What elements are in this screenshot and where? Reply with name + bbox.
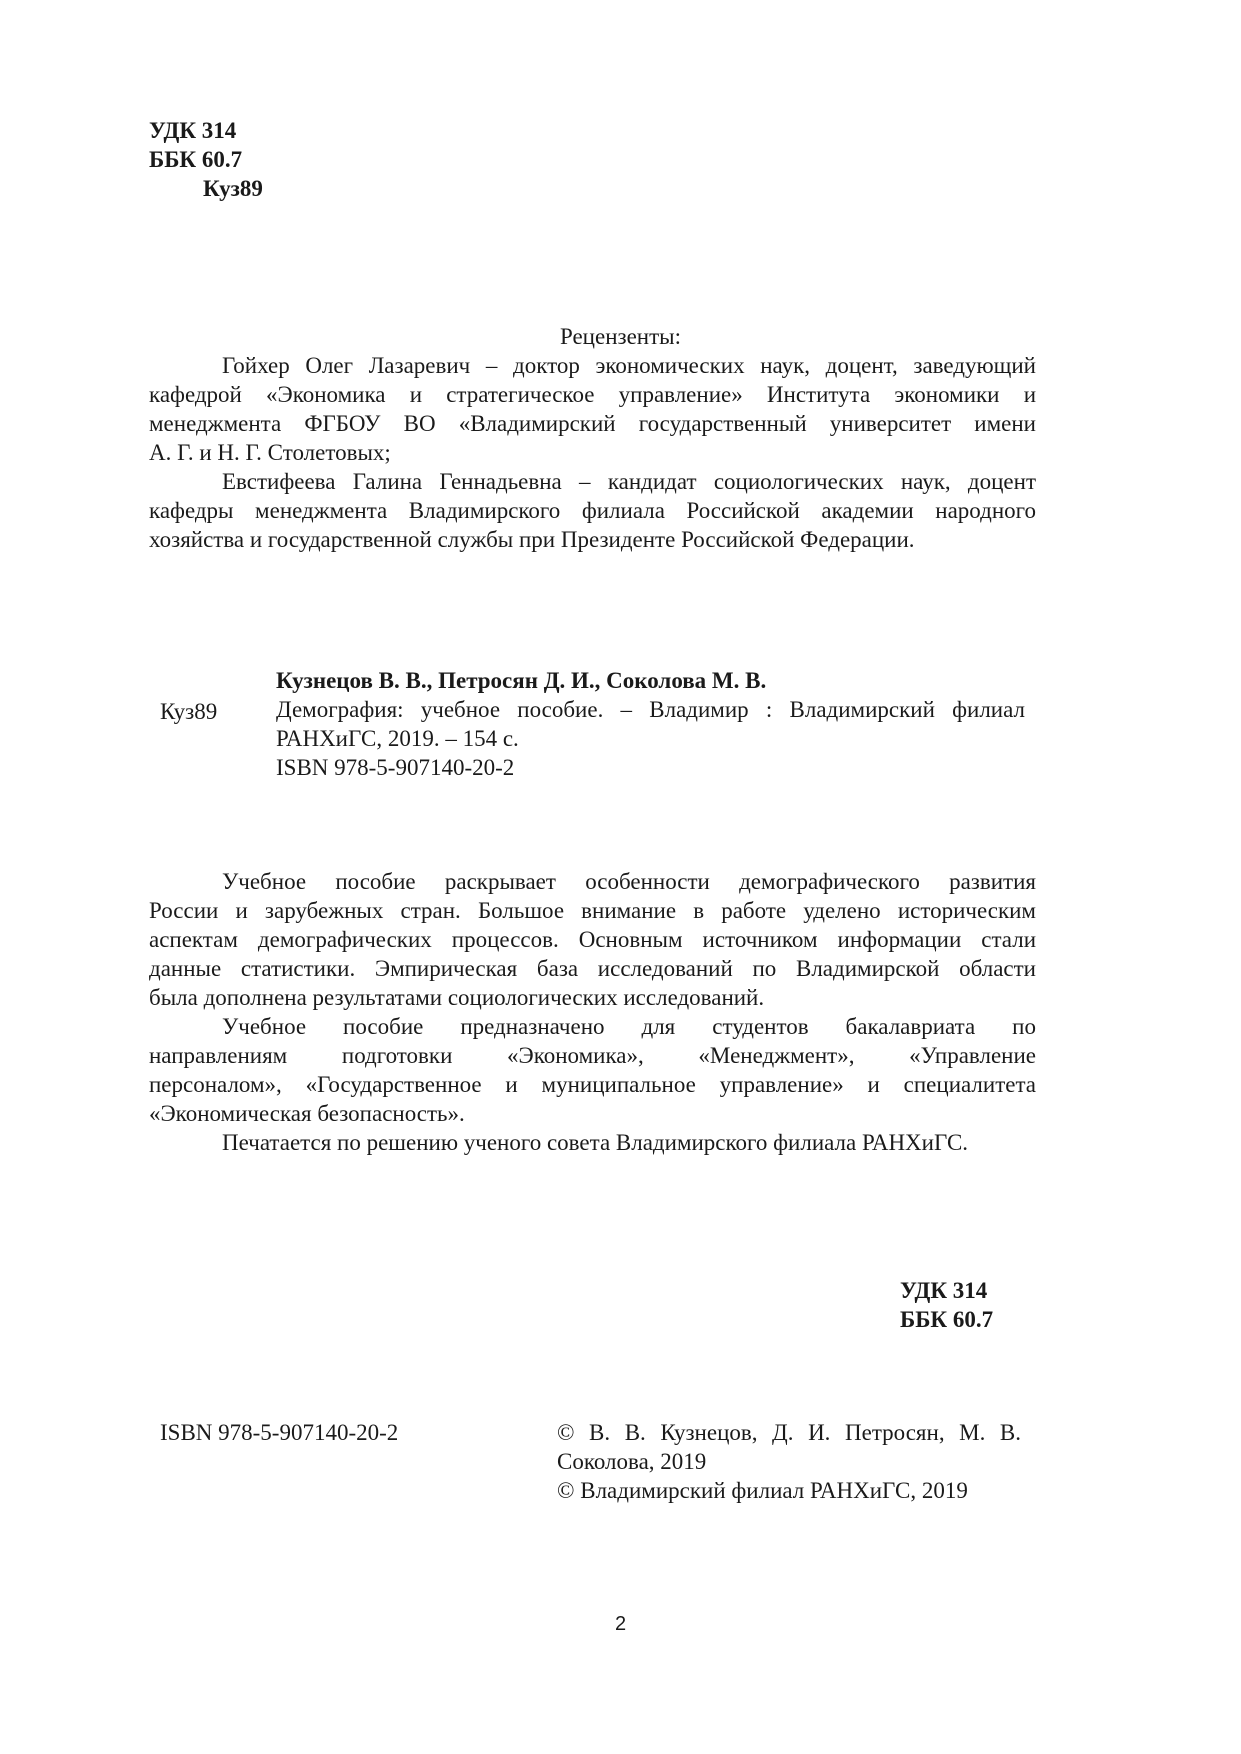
reviewers-title: Рецензенты: [559, 324, 682, 349]
bibliographic-record [276, 666, 1025, 782]
bbk-code: ББК 60.7 [149, 147, 243, 172]
annotation-paragraph-1 [149, 867, 1036, 1012]
page-number: 2 [614, 1613, 627, 1635]
biblio-code: Куз89 [160, 699, 218, 724]
bottom-bbk-code: ББК 60.7 [900, 1307, 994, 1332]
udk-code: УДК 314 [149, 118, 237, 143]
annotation-line: направлениям подготовки «Экономика», «Менеджмент», «Управление [149, 1043, 1036, 1068]
reviewer-2-line: хозяйства и государственной службы при Президенте Российской Федерации. [149, 527, 915, 552]
reviewer-2 [149, 467, 1036, 554]
annotation-line: персоналом», «Государственное и муниципальное управление» и специалитета [149, 1072, 1036, 1097]
biblio-description-line: Демография: учебное пособие. – Владимир : Владимирский филиал [276, 697, 1025, 722]
reviewer-1-line: менеджмента ФГБОУ ВО «Владимирский государственный университет имени [149, 411, 1036, 436]
classification-block [149, 116, 263, 203]
bottom-udk-code: УДК 314 [900, 1278, 988, 1303]
annotation-line: была дополнена результатами социологических исследований. [149, 985, 765, 1010]
biblio-description-line: РАНХиГС, 2019. – 154 с. [276, 726, 519, 751]
reviewer-2-line: кафедры менеджмента Владимирского филиала Российской академии народного [149, 498, 1036, 523]
reviewer-1-line: А. Г. и Н. Г. Столетовых; [149, 440, 391, 465]
footer-isbn: ISBN 978-5-907140-20-2 [160, 1420, 399, 1445]
reviewer-1-line: Гойхер Олег Лазаревич – доктор экономических наук, доцент, заведующий [222, 353, 1036, 378]
biblio-isbn: ISBN 978-5-907140-20-2 [276, 755, 515, 780]
copyright-line: © В. В. Кузнецов, Д. И. Петросян, М. В. [557, 1420, 1021, 1445]
annotation-line: Учебное пособие раскрывает особенности демографического развития [222, 869, 1036, 894]
reviewer-1-line: кафедрой «Экономика и стратегическое управление» Института экономики и [149, 382, 1036, 407]
annotation-line: аспектам демографических процессов. Основным источником информации стали [149, 927, 1036, 952]
reviewer-2-line: Евстифеева Галина Геннадьевна – кандидат социологических наук, доцент [222, 469, 1036, 494]
author-mark: Куз89 [203, 176, 263, 201]
copyright-line: © Владимирский филиал РАНХиГС, 2019 [557, 1478, 968, 1503]
annotation-paragraph-2 [149, 1012, 1036, 1128]
annotation-line: Печатается по решению ученого совета Владимирского филиала РАНХиГС. [222, 1130, 969, 1155]
reviewer-1 [149, 351, 1036, 467]
annotation-line: «Экономическая безопасность». [149, 1101, 465, 1126]
bottom-classification-block [900, 1276, 993, 1334]
annotation-line: данные статистики. Эмпирическая база исследований по Владимирской области [149, 956, 1036, 981]
annotation-line: Учебное пособие предназначено для студентов бакалавриата по [222, 1014, 1036, 1039]
annotation-paragraph-3 [149, 1128, 1036, 1157]
copyright-block [557, 1418, 1021, 1505]
copyright-line: Соколова, 2019 [557, 1449, 707, 1474]
biblio-authors: Кузнецов В. В., Петросян Д. И., Соколова М. В. [276, 668, 767, 693]
annotation-line: России и зарубежных стран. Большое внимание в работе уделено историческим [149, 898, 1036, 923]
